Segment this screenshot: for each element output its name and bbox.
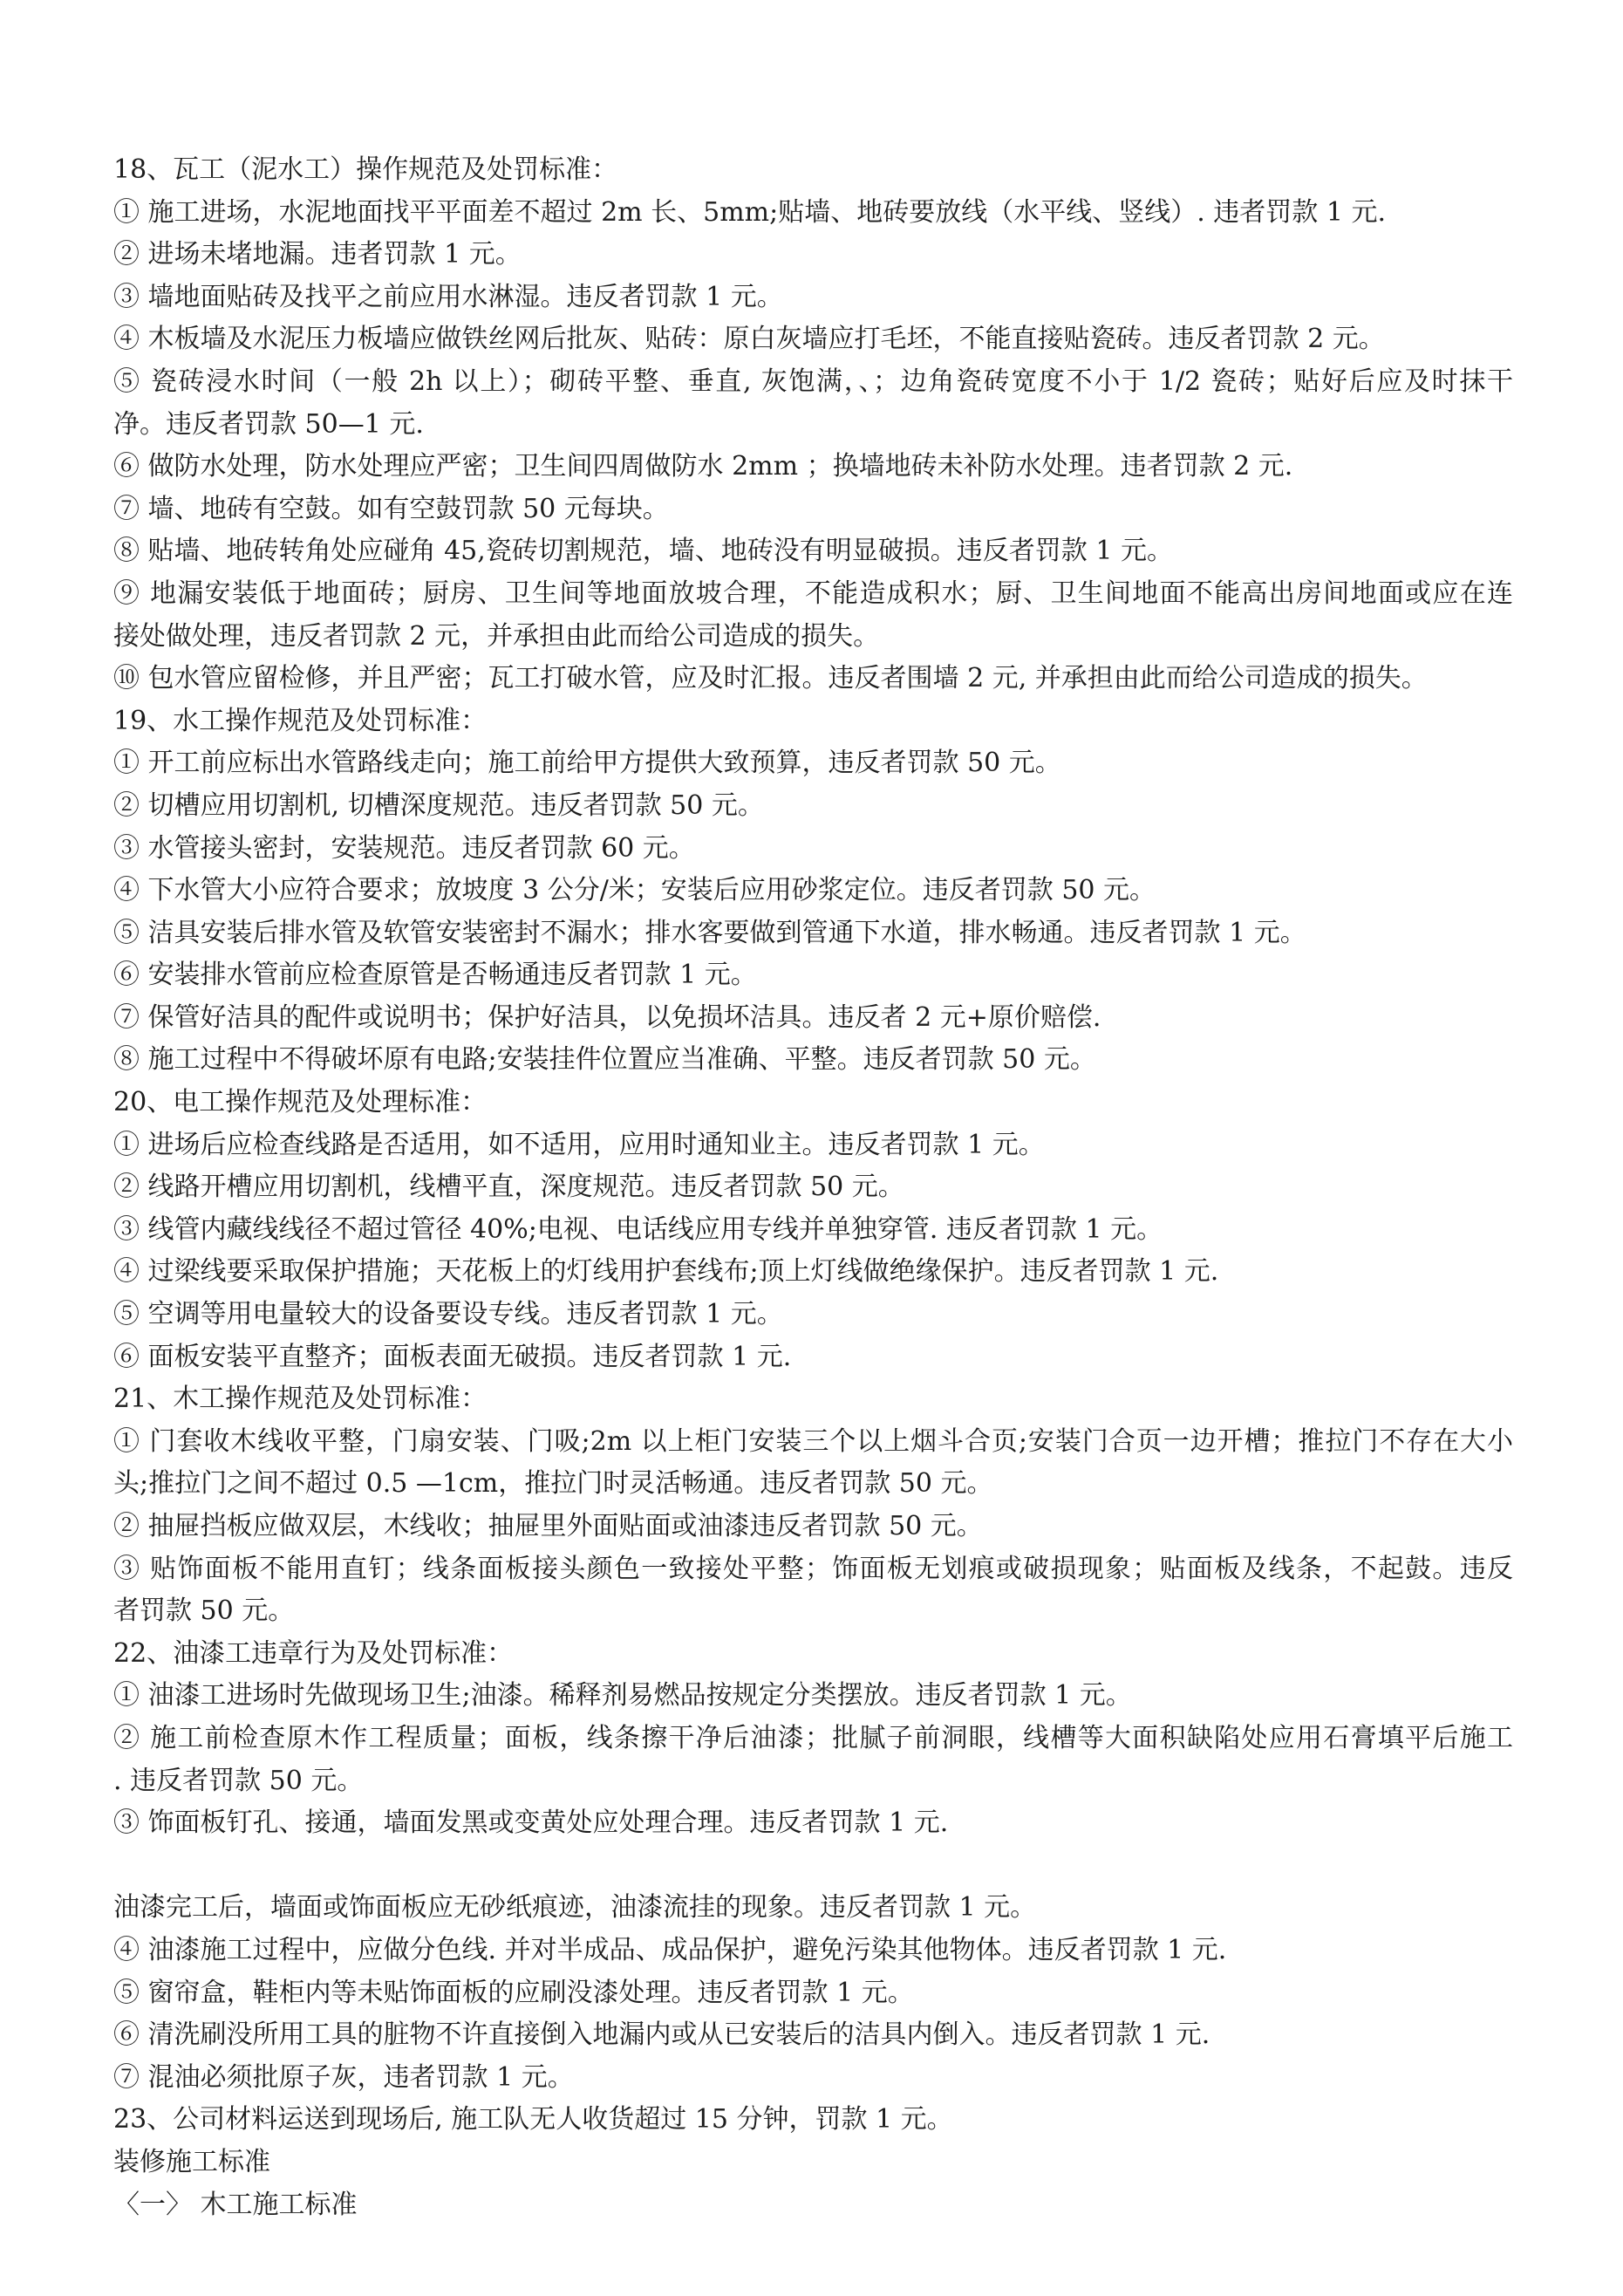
rule-line-continued: 接处做处理，违反者罚款 2 元，并承担由此而给公司造成的损失。 [113,620,880,652]
rule-item [113,1675,1623,1718]
blank-line [113,1845,1623,1888]
rule-item [113,446,1623,489]
rule-item [113,192,1623,235]
rule-line-continued: 头;推拉门之间不超过 0.5 —1cm，推拉门时灵活畅通。违反者罚款 50 元。 [113,1468,993,1500]
rule-line: 油漆完工后，墙面或饰面板应无砂纸痕迹，油漆流挂的现象。违反者罚款 1 元。 [113,1892,1037,1924]
rule-line: ④ 过梁线要采取保护措施；天花板上的灯线用护套线布;顶上灯线做绝缘保护。违反者罚款 1 元. [113,1256,1219,1288]
rule-line: ③ 水管接头密封，安装规范。违反者罚款 60 元。 [113,832,695,864]
rule-item [113,489,1623,531]
section-heading: 20、电工操作规范及处理标准： [113,1087,488,1118]
rule-item [113,1887,1623,1930]
rule-line-continued: 者罚款 50 元。 [113,1596,295,1627]
rule-line: ⑥ 清洗刷没所用工具的脏物不许直接倒入地漏内或从已安装后的洁具内倒入。违反者罚款 1 元. [113,2019,1210,2051]
section-heading: 21、木工操作规范及处罚标准： [113,1384,488,1415]
rule-line: ⑧ 施工过程中不得破坏原有电路;安装挂件位置应当准确、平整。违反者罚款 50 元。 [113,1044,1096,1076]
section-heading: 23、公司材料运送到现场后, 施工队无人收货超过 15 分钟，罚款 1 元。 [113,2104,953,2135]
rule-item [113,997,1623,1040]
rule-item [113,1251,1623,1294]
rule-item [113,1209,1623,1252]
rule-line: ⑩ 包水管应留检修，并且严密；瓦工打破水管，应及时汇报。违反者围墙 2 元, 并承担由此而给公司造成的损失。 [113,663,1428,694]
rule-item [113,912,1623,955]
rule-item [113,1336,1623,1379]
rule-line: ⑤ 瓷砖浸水时间（一般 2h 以上）；砌砖平整、垂直, 灰饱满，、；边角瓷砖宽度不小于 1/2 瓷砖；贴好后应及时抹干 [113,366,1513,397]
standards-title: 装修施工标准 [113,2146,270,2177]
rule-item [113,785,1623,828]
rule-line: ④ 下水管大小应符合要求；放坡度 3 公分/米；安装后应用砂浆定位。违反者罚款 50 元。 [113,875,1156,906]
rule-item [113,318,1623,361]
rule-item [113,530,1623,573]
rule-item [113,2057,1623,2100]
rule-item [113,1802,1623,1845]
rule-item [113,658,1623,700]
standards-block [113,2142,1623,2226]
rule-item [113,1166,1623,1209]
rule-item [113,361,1623,446]
rule-line: ④ 油漆施工过程中，应做分色线. 并对半成品、成品保护，避免污染其他物体。违反者罚款 1 元. [113,1934,1227,1965]
rule-line: ⑥ 面板安装平直整齐；面板表面无破损。违反者罚款 1 元. [113,1341,792,1372]
rule-line: ⑦ 混油必须批原子灰，违者罚款 1 元。 [113,2061,574,2093]
standards-subtitle: 〈一〉 木工施工标准 [113,2189,358,2220]
section-heading: 19、水工操作规范及处罚标准： [113,705,488,736]
section-heading: 18、瓦工（泥水工）操作规范及处罚标准： [113,154,618,185]
rule-item [113,1039,1623,1082]
section-heading: 22、油漆工违章行为及处罚标准： [113,1637,514,1669]
rule-line: ② 施工前检查原木作工程质量；面板，线条擦干净后油漆；批腻子前洞眼，线槽等大面积缺陷处应用石膏填平后施工 [113,1722,1513,1753]
rule-item [113,870,1623,912]
rule-line-continued: . 违反者罚款 50 元。 [113,1765,364,1796]
rule-line: ⑦ 墙、地砖有空鼓。如有空鼓罚款 50 元每块。 [113,493,669,524]
rule-line-continued: 净。违反者罚款 50—1 元. [113,408,424,440]
rule-line: ③ 墙地面贴砖及找平之前应用水淋湿。违反者罚款 1 元。 [113,281,783,312]
rule-line: ① 开工前应标出水管路线走向；施工前给甲方提供大致预算，违反者罚款 50 元。 [113,748,1061,779]
rule-item [113,234,1623,277]
rule-line: ⑤ 空调等用电量较大的设备要设专线。违反者罚款 1 元。 [113,1299,783,1330]
rule-item [113,1930,1623,1972]
rule-line: ⑥ 安装排水管前应检查原管是否畅通违反者罚款 1 元。 [113,960,757,991]
section-20 [113,1082,1623,1378]
rule-item [113,1421,1623,1506]
rule-line: ② 切槽应用切割机, 切槽深度规范。违反者罚款 50 元。 [113,789,764,821]
rule-line: ① 施工进场，水泥地面找平平面差不超过 2m 长、5mm;贴墙、地砖要放线（水平线、竖线）. 违者罚款 1 元. [113,196,1386,228]
rule-line: ⑤ 窗帘盒，鞋柜内等未贴饰面板的应刷没漆处理。违反者罚款 1 元。 [113,1977,914,2008]
rule-line: ④ 木板墙及水泥压力板墙应做铁丝网后批灰、贴砖：原白灰墙应打毛坯，不能直接贴瓷砖。违反者罚款 2 元。 [113,324,1385,355]
rule-line: ③ 贴饰面板不能用直钉；线条面板接头颜色一致接处平整；饰面板无划痕或破损现象；贴面板及线条，不起鼓。违反 [113,1553,1513,1584]
rule-item [113,1718,1623,1802]
rule-line: ③ 饰面板钉孔、接通，墙面发黑或变黄处应处理合理。违反者罚款 1 元. [113,1807,949,1839]
rule-line: ③ 线管内藏线线径不超过管径 40%;电视、电话线应用专线并单独穿管. 违反者罚款 1 元。 [113,1213,1163,1245]
rule-line: ① 门套收木线收平整，门扇安装、门吸;2m 以上柜门安装三个以上烟斗合页;安装门合页一边开槽；推拉门不存在大小 [113,1425,1513,1457]
section-23 [113,2099,1623,2142]
rule-line: ② 进场未堵地漏。违者罚款 1 元。 [113,239,522,270]
rule-line: ① 油漆工进场时先做现场卫生;油漆。稀释剂易燃品按规定分类摆放。违反者罚款 1 元。 [113,1680,1132,1712]
rule-item [113,1548,1623,1633]
rule-item [113,1294,1623,1336]
rule-line: ⑨ 地漏安装低于地面砖；厨房、卫生间等地面放坡合理，不能造成积水；厨、卫生间地面不能高出房间地面或应在连 [113,577,1513,609]
rule-line: ② 抽屉挡板应做双层，木线收；抽屉里外面贴面或油漆违反者罚款 50 元。 [113,1511,983,1541]
rule-line: ⑧ 贴墙、地砖转角处应碰角 45,瓷砖切割规范，墙、地砖没有明显破损。违反者罚款 1 元。 [113,536,1173,567]
rule-item [113,954,1623,997]
rule-line: ① 进场后应检查线路是否适用，如不适用，应用时通知业主。违反者罚款 1 元。 [113,1129,1045,1160]
rule-item [113,1506,1623,1548]
section-18 [113,149,1623,700]
rule-line: ⑥ 做防水处理，防水处理应严密；卫生间四周做防水 2mm ；换墙地砖未补防水处理。违者罚款 2 元. [113,451,1293,482]
rule-item [113,2014,1623,2057]
rule-item [113,828,1623,871]
rule-item [113,573,1623,658]
rule-item [113,1972,1623,2015]
section-22 [113,1633,1623,2100]
rule-item [113,277,1623,319]
section-19 [113,700,1623,1082]
rule-line: ⑤ 洁具安装后排水管及软管安装密封不漏水；排水客要做到管通下水道，排水畅通。违反者罚款 1 元。 [113,917,1306,948]
section-21 [113,1378,1623,1633]
rule-item [113,1124,1623,1167]
rule-line: ⑦ 保管好洁具的配件或说明书；保护好洁具，以免损坏洁具。违反者 2 元+原价赔偿. [113,1001,1101,1033]
rule-line: ② 线路开槽应用切割机，线槽平直，深度规范。违反者罚款 50 元。 [113,1172,904,1203]
rule-item [113,742,1623,785]
